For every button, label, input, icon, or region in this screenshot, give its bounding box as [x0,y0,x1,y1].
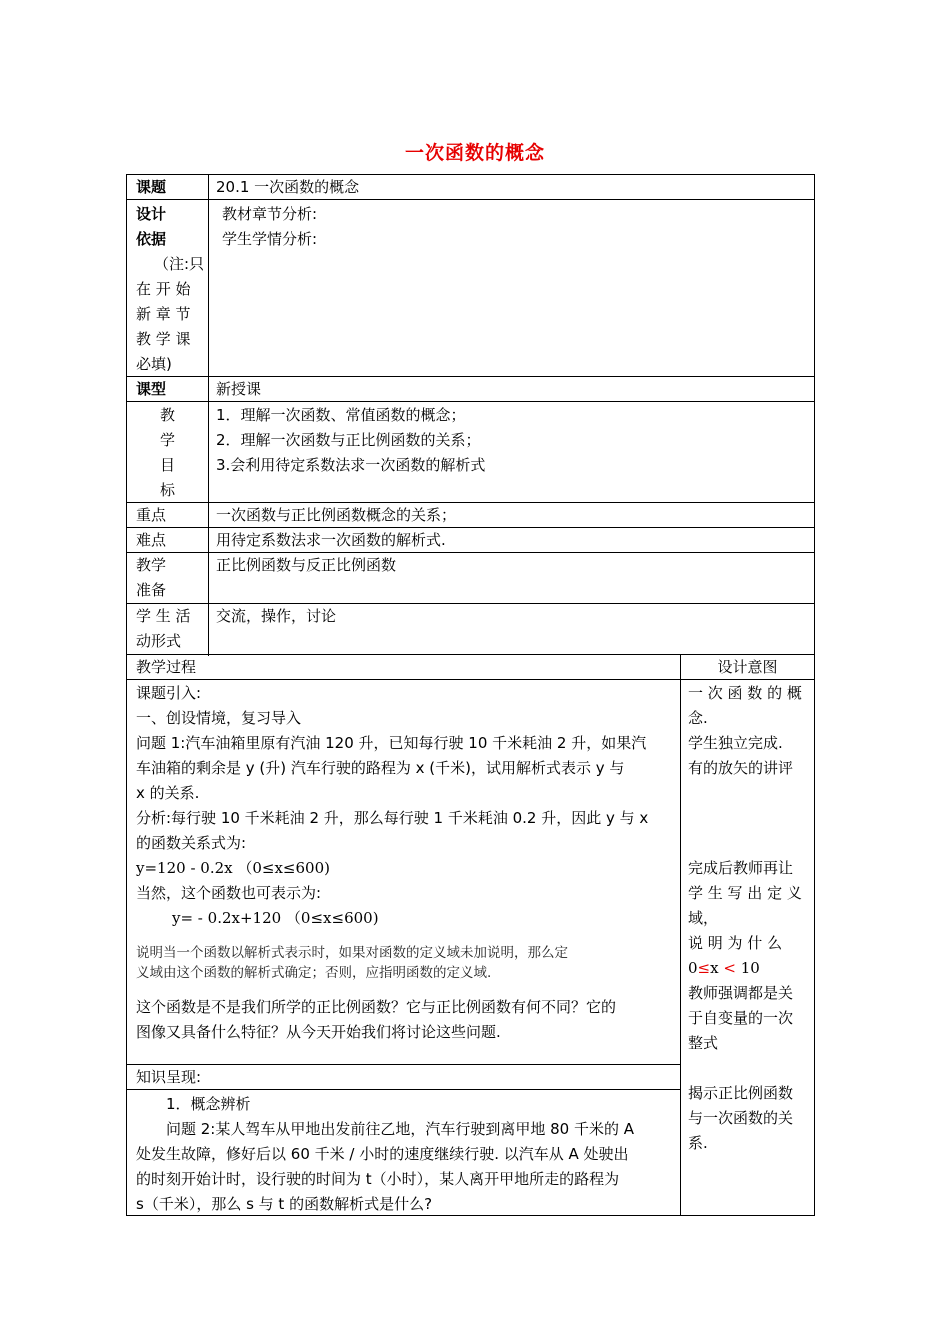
question-2-line: 的时刻开始计时，设行驶的时间为 t（小时），某人离开甲地所走的路程为 [136,1170,620,1188]
intent-line: 教师强调都是关 [688,984,794,1002]
question-1-line: 问题 1:汽车油箱里原有汽油 120 升，已知每行驶 10 千米耗油 2 升，如果汽 [136,734,647,752]
question-1-line: 车油箱的剩余是 y (升) 汽车行驶的路程为 x (千米)，试用解析式表示 y 与 [136,759,625,777]
question-1-line: x 的关系. [136,784,200,802]
inequality-op: ≤ [697,959,711,977]
goals-label [127,403,208,503]
lesson-type-label: 课型 [136,380,167,398]
intent-line: 与一次函数的关 [688,1109,794,1127]
student-analysis: 学生学情分析: [222,230,318,248]
note-line: 新 章 节 [136,305,191,323]
note-line: 说明当一个函数以解析式表示时，如果对函数的定义域未加说明，那么定 [136,945,568,961]
inequality [688,956,808,981]
intent-line: 系. [688,1134,708,1152]
concept-heading: 1．概念辨析 [166,1095,251,1113]
key-point-value: 一次函数与正比例函数概念的关系； [216,506,457,524]
goals-label-char: 标 [159,481,175,499]
topic-label: 课题 [136,178,167,196]
goals-label-char: 学 [159,431,175,449]
question-2-line: s（千米），那么 s 与 t 的函数解析式是什么? [136,1195,433,1213]
intent-line: 于自变量的一次 [688,1009,794,1027]
goal-item: 1．理解一次函数、常值函数的概念； [216,406,466,424]
goal-item: 2．理解一次函数与正比例函数的关系； [216,431,481,449]
lesson-plan-table [126,174,815,1216]
row-divider [127,1089,680,1090]
question-line: 这个函数是不是我们所学的正比例函数？它与正比例函数有何不同？它的 [136,998,617,1016]
process-body [136,681,674,1045]
intent-line: 说 明 为 什 么 [688,934,783,952]
intent-line: 完成后教师再让 [688,859,794,877]
preparation-label [136,553,166,603]
question-2-line: 处发生故障，修好后以 60 千米 / 小时的速度继续行驶. 以汽车从 A 处驶出 [136,1145,629,1163]
knowledge-heading: 知识呈现: [136,1068,202,1086]
goals-list [216,403,485,478]
inequality-var: x [710,959,719,977]
design-basis-note [136,252,204,377]
formula-2: y= - 0.2x+120 （0≤x≤600) [172,909,379,927]
question-line: 图像又具备什么特征？从今天开始我们将讨论这些问题. [136,1023,501,1041]
inequality-op: < [723,959,736,977]
note-line: 必填) [136,355,172,373]
difficulty-label: 难点 [136,531,167,549]
activity-label-line: 动形式 [136,632,182,650]
intent-line: 有的放矢的讲评 [688,759,794,777]
intent-line: 学生独立完成. [688,734,783,752]
concept-section [136,1092,674,1217]
difficulty-value: 用待定系数法求一次函数的解析式. [216,531,446,549]
key-point-label: 重点 [136,506,167,524]
note-line: 在 开 始 [136,280,191,298]
goal-item: 3.会利用待定系数法求一次函数的解析式 [216,456,486,474]
label-column-divider [208,175,209,656]
lesson-type-value: 新授课 [216,380,262,398]
preparation-label-line: 准备 [136,581,167,599]
intent-line: 域， [688,909,719,927]
intent-line: 整式 [688,1034,719,1052]
note-line: 教 学 课 [136,330,191,348]
document-title: 一次函数的概念 [404,142,545,164]
goals-label-char: 教 [159,406,175,424]
question-2-line: 问题 2:某人驾车从甲地出发前往乙地，汽车行驶到离甲地 80 千米的 A [166,1120,635,1138]
inequality-left: 0 [688,959,698,977]
design-basis-label-1: 设计 [136,205,167,223]
intro-heading: 课题引入: [136,684,202,702]
intent-header: 设计意图 [717,658,778,676]
note-line: （注:只 [153,255,204,273]
intent-column [688,681,808,1156]
intent-line: 念. [688,709,708,727]
intent-column-divider [680,654,681,1216]
intent-line: 一 次 函 数 的 概 [688,684,802,702]
textbook-analysis: 教材章节分析: [222,205,318,223]
alternative-text: 当然，这个函数也可表示为: [136,884,322,902]
analysis-line: 分析:每行驶 10 千米耗油 2 升，那么每行驶 1 千米耗油 0.2 升，因此 y 与 x [136,809,649,827]
process-header: 教学过程 [136,658,197,676]
formula-1: y=120 - 0.2x （0≤x≤600) [136,859,330,877]
preparation-label-line: 教学 [136,556,167,574]
section-heading: 一、创设情境，复习导入 [136,709,302,727]
intent-line: 学 生 写 出 定 义 [688,884,802,902]
activity-label-line: 学 生 活 [136,607,191,625]
activity-value: 交流，操作，讨论 [216,607,337,625]
note-line: 义域由这个函数的解析式确定；否则，应指明函数的定义域. [136,965,492,981]
design-basis-label-2: 依据 [136,230,167,248]
analysis-line: 的函数关系式为: [136,834,247,852]
topic-value: 20.1 一次函数的概念 [216,178,360,196]
preparation-value: 正比例函数与反正比例函数 [216,556,397,574]
goals-label-char: 目 [159,456,175,474]
row-divider [127,1064,680,1065]
activity-label [136,604,191,654]
intent-line: 揭示正比例函数 [688,1084,794,1102]
inequality-right: 10 [740,959,760,977]
